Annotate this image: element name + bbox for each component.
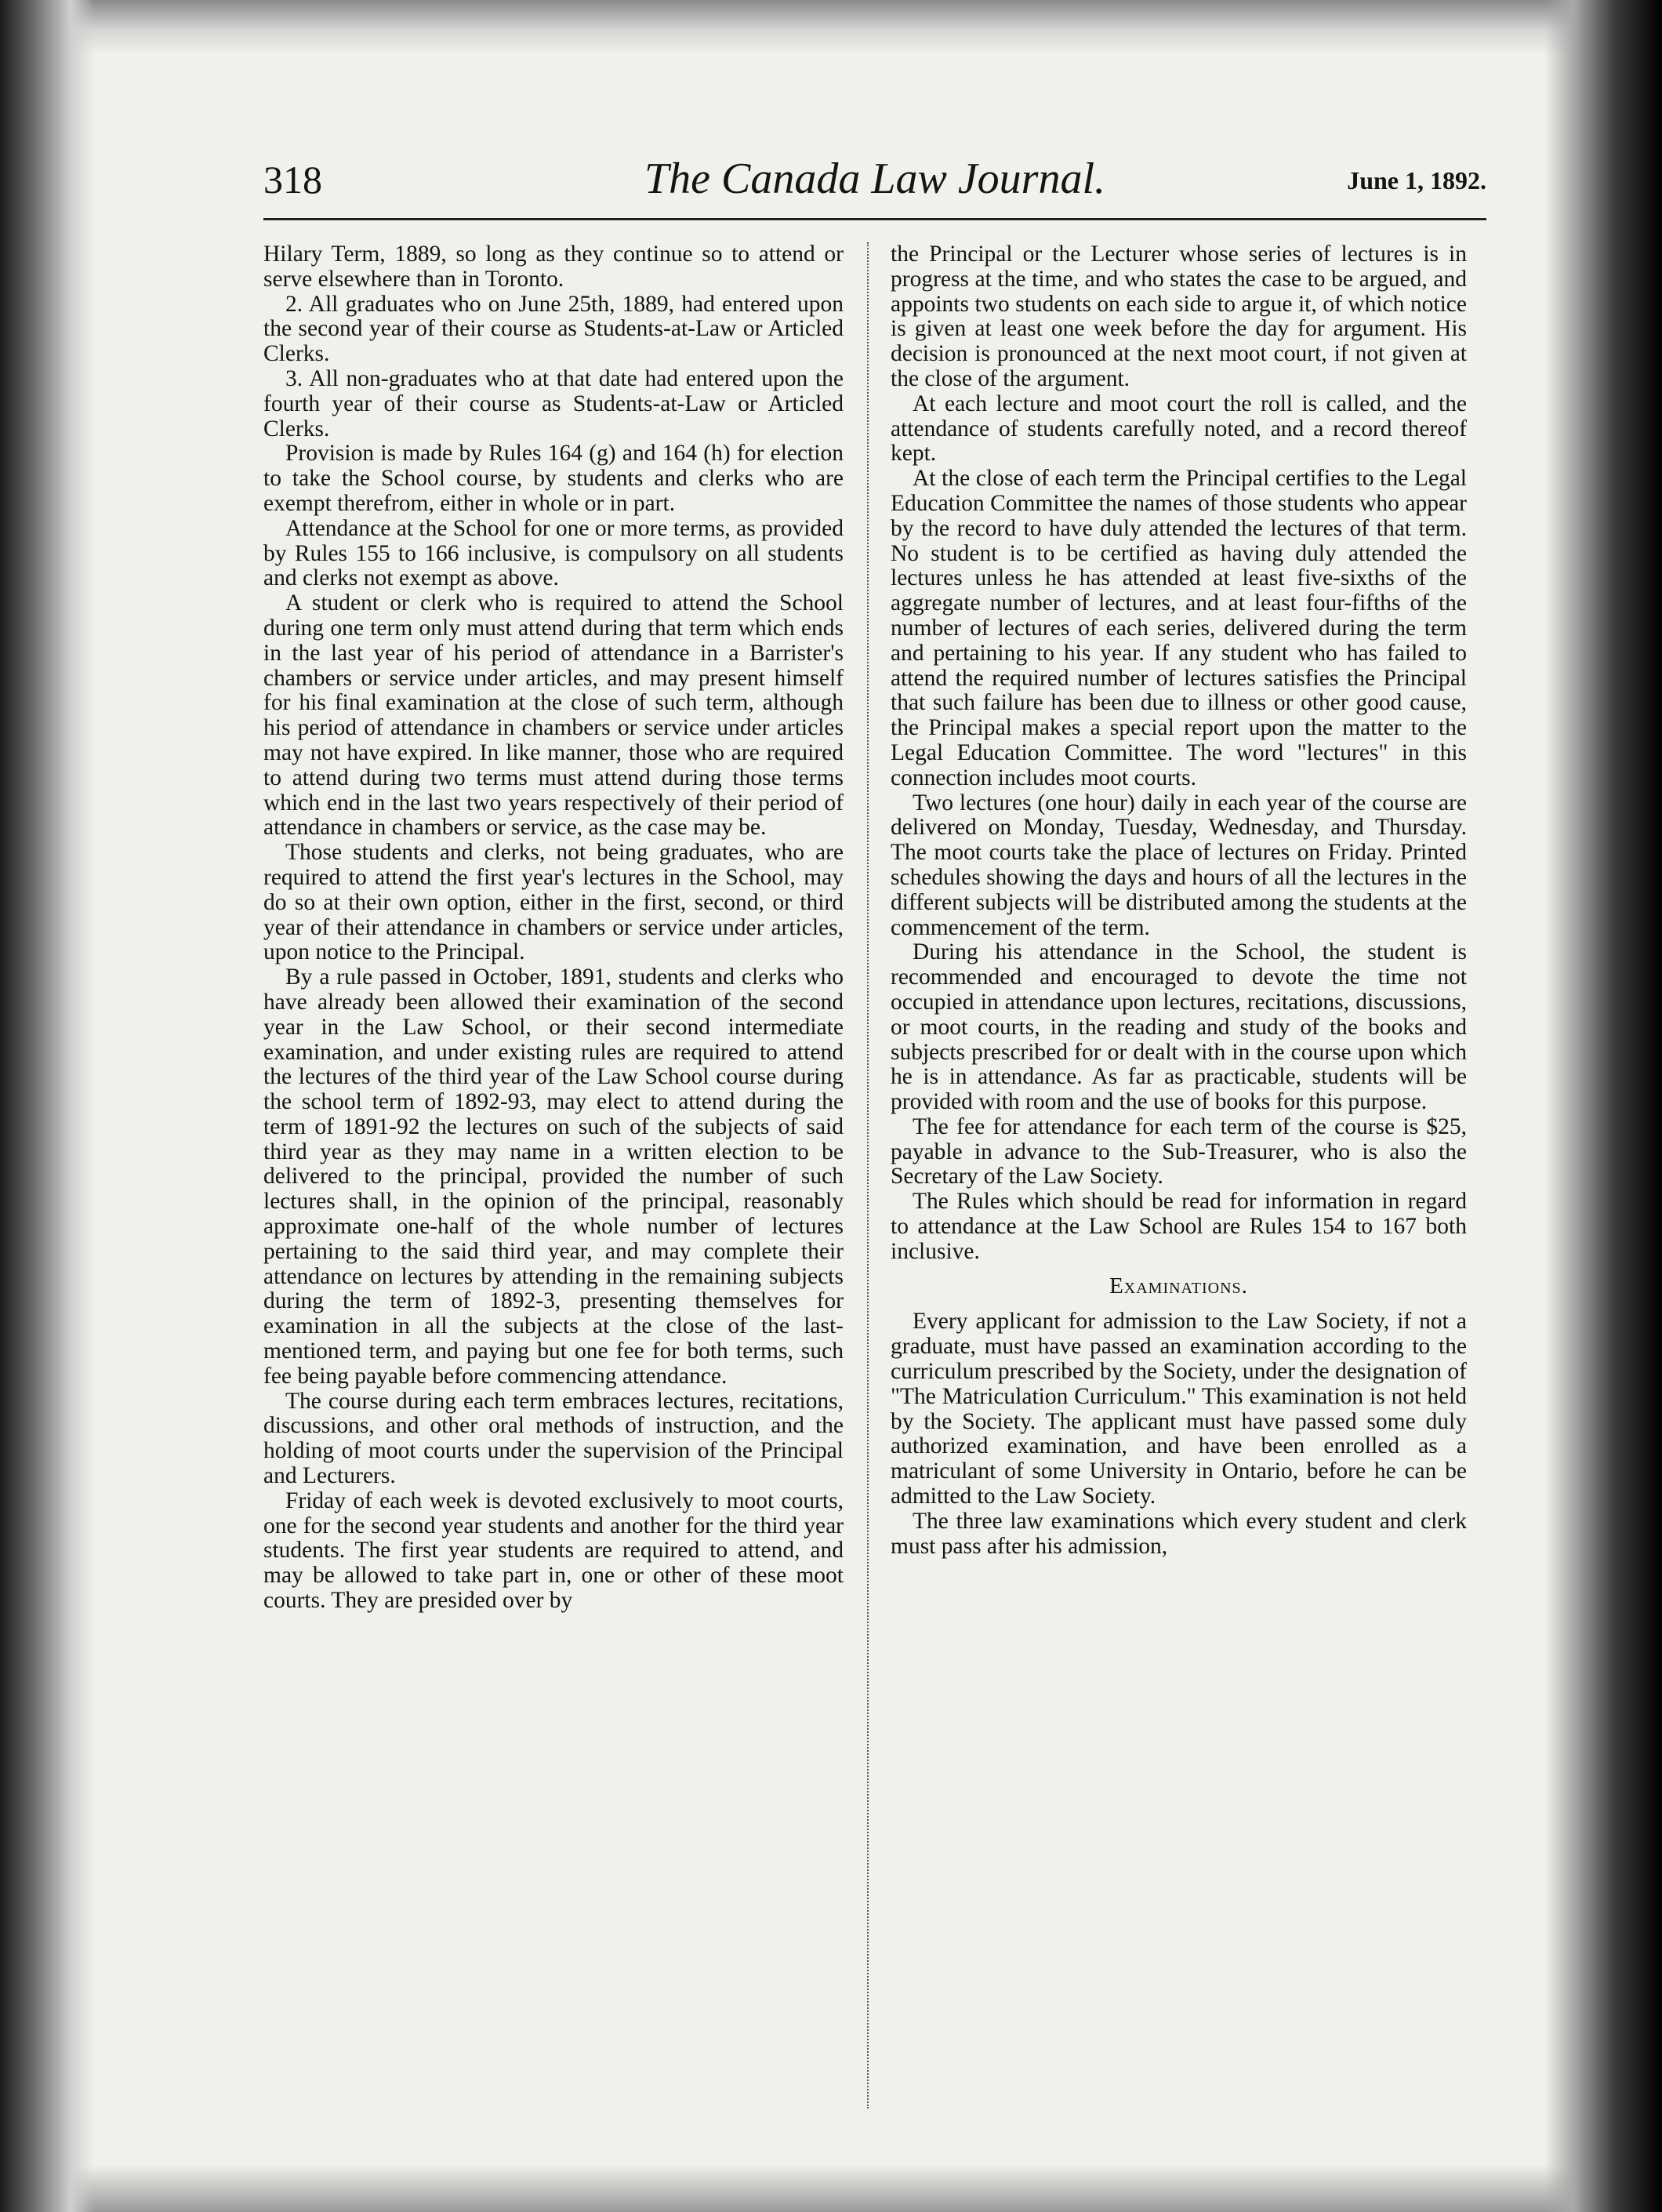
left-column [263,242,844,1614]
journal-page [263,149,1486,2124]
paragraph: The three law examinations which every student and clerk must pass after his admission, [891,1508,1467,1559]
header-rule [263,218,1486,220]
text-columns [263,242,1486,2124]
scan-border-right [1544,0,1662,2212]
paragraph: Those students and clerks, not being graduates, who are required to attend the first year's lectures in the School, may do so at their own option, either in the first, second, or third year of their attendance in chambers or service under articles, upon notice to the Principal. [263,840,844,965]
page-header [263,149,1486,212]
paragraph: Hilary Term, 1889, so long as they continue so to attend or serve elsewhere than in Toronto. [263,242,844,292]
paragraph: During his attendance in the School, the student is recommended and encouraged to devote the time not occupied in attendance upon lectures, recitations, discussions, or moot courts, in the reading and study of the books and subjects prescribed for or dealt with in the course upon which he is in attendance. As far as practicable, students will be provided with room and the use of books for this purpose. [891,939,1467,1115]
journal-title: The Canada Law Journal. [644,154,1106,203]
scan-border-left [0,0,94,2212]
paragraph: By a rule passed in October, 1891, students and clerks who have already been allowed their examination of the second year in the Law School, or their second intermediate examination, and under existing rules are required to attend the lectures of the third year of the Law School course during the school term of 1892-93, may elect to attend during the term of 1891-92 the lectures on such of the subjects of said third year as they may name in a written election to be delivered to the principal, provided the number of such lectures shall, in the opinion of the principal, reasonably approximate one-half of the whole number of lectures pertaining to the said third year, and may complete their attendance on lectures by attending in the remaining subjects during the term of 1892-3, presenting themselves for examination in all the subjects at the close of the last-mentioned term, and paying but one fee for both terms, such fee being payable before commencing attendance. [263,964,844,1389]
scan-border-top [0,0,1662,55]
paragraph: Attendance at the School for one or more terms, as provided by Rules 155 to 166 inclusive, is compulsory on all students and clerks not exempt as above. [263,515,844,591]
paragraph: 2. All graduates who on June 25th, 1889, had entered upon the second year of their course as Students-at-Law or Articled Clerks. [263,291,844,367]
right-column [891,242,1467,1559]
page-number: 318 [263,158,322,202]
section-heading: Examinations. [1109,1273,1248,1299]
issue-date: June 1, 1892. [1347,166,1486,194]
paragraph: Two lectures (one hour) daily in each year of the course are delivered on Monday, Tuesday, Wednesday, and Thursday. The moot courts take the place of lectures on Friday. Printed schedules showing the days and hours of all the lectures in the different subjects will be distributed among the students at the commencement of the term. [891,790,1467,940]
column-divider [867,242,869,2108]
paragraph: Provision is made by Rules 164 (g) and 164 (h) for election to take the School course, by students and clerks who are exempt therefrom, either in whole or in part. [263,441,844,516]
paragraph: The course during each term embraces lectures, recitations, discussions, and other oral methods of instruction, and the holding of moot courts under the supervision of the Principal and Lecturers. [263,1388,844,1489]
paragraph: At the close of each term the Principal certifies to the Legal Education Committee the names of those students who appear by the record to have duly attended the lectures of that term. No student is to be certified as having duly attended the lectures unless he has attended at least five-sixths of the aggregate number of lectures, and at least four-fifths of the number of lectures of each series, delivered during the term and pertaining to his year. If any student who has failed to attend the required number of lectures satisfies the Principal that such failure has been due to illness or other good cause, the Principal makes a special report upon the matter to the Legal Education Committee. The word "lectures" in this connection includes moot courts. [891,466,1467,790]
scan-border-bottom [0,2165,1662,2212]
paragraph: 3. All non-graduates who at that date had entered upon the fourth year of their course as Students-at-Law or Articled Clerks. [263,365,844,441]
paragraph: the Principal or the Lecturer whose series of lectures is in progress at the time, and who states the case to be argued, and appoints two students on each side to argue it, of which notice is given at least one week before the day for argument. His decision is pronounced at the next moot court, if not given at the close of the argument. [891,242,1467,391]
paragraph: The Rules which should be read for information in regard to attendance at the Law School are Rules 154 to 167 both inclusive. [891,1189,1467,1264]
paragraph: At each lecture and moot court the roll is called, and the attendance of students carefully noted, and a record thereof kept. [891,390,1467,467]
paragraph: The fee for attendance for each term of the course is $25, payable in advance to the Sub-Treasurer, who is also the Secretary of the Law Society. [891,1113,1467,1190]
paragraph: Every applicant for admission to the Law Society, if not a graduate, must have passed an examination according to the curriculum prescribed by the Society, under the designation of "The Matriculation Curriculum." This examination is not held by the Society. The applicant must have passed some duly authorized examination, and have been enrolled as a matriculant of some University in Ontario, before he can be admitted to the Law Society. [891,1309,1467,1509]
paragraph: Friday of each week is devoted exclusively to moot courts, one for the second year students and another for the third year students. The first year students are required to attend, and may be allowed to take part in, one or other of these moot courts. They are presided over by [263,1487,844,1614]
paragraph: A student or clerk who is required to attend the School during one term only must attend during that term which ends in the last year of his period of attendance in a Barrister's chambers or service under articles, and may present himself for his final examination at the close of such term, although his period of attendance in chambers or service under articles may not have expired. In like manner, those who are required to attend during two terms must attend during those terms which end in the last two years respectively of their period of attendance in chambers or service, as the case may be. [263,590,844,841]
